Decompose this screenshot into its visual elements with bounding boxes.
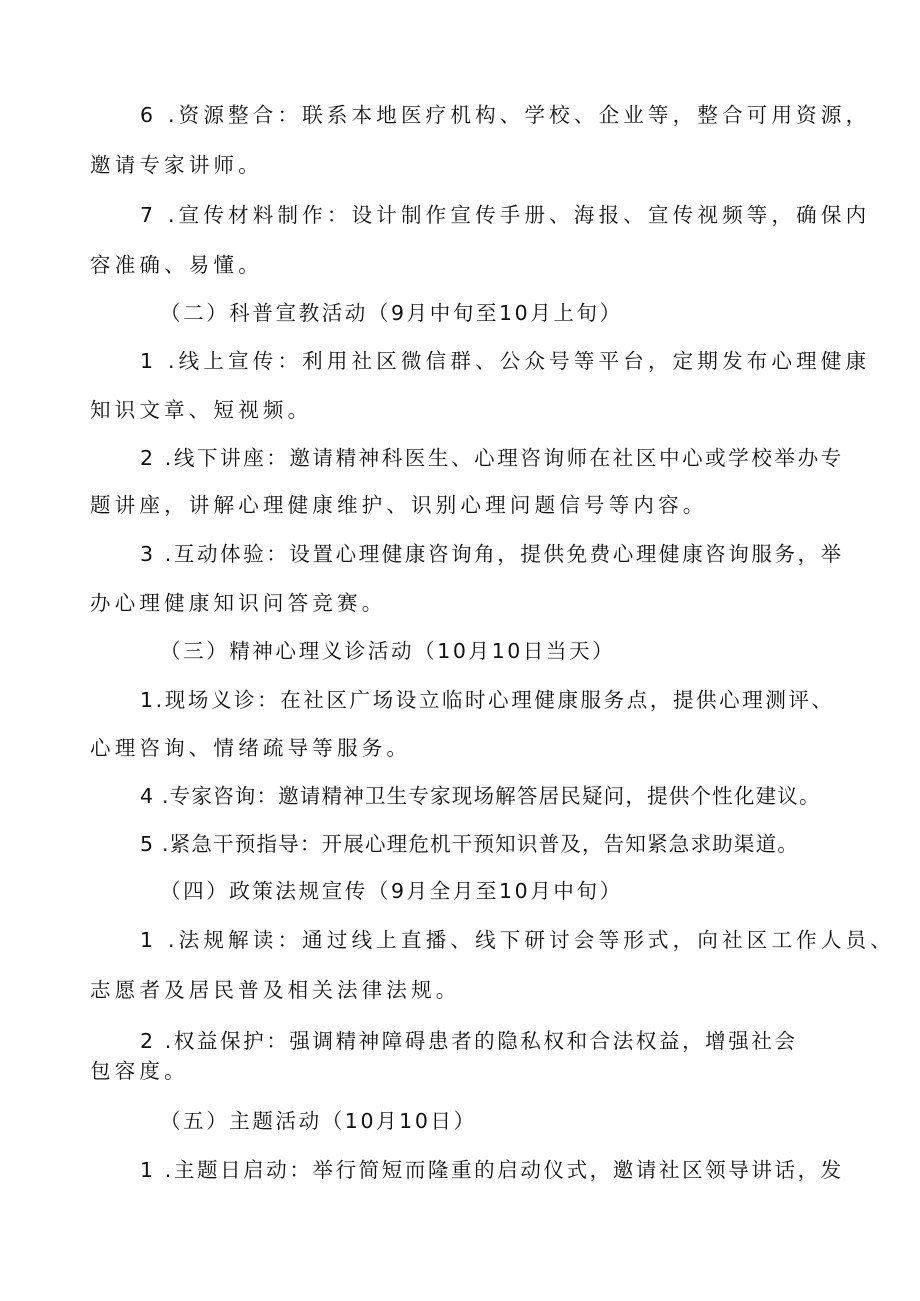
paragraph-line: 2 .权益保护：强调精神障碍患者的隐私权和合法权益，增强社会 xyxy=(140,1029,798,1053)
section-heading: （三）精神心理义诊活动（10月10日当天） xyxy=(160,639,616,663)
paragraph-line: 5 .紧急干预指导：开展心理危机干预知识普及，告知紧急求助渠道。 xyxy=(140,832,799,856)
paragraph-line: 邀请专家讲师。 xyxy=(90,153,263,177)
paragraph-line: 知识文章、短视频。 xyxy=(90,398,313,422)
section-heading: （四）政策法规宣传（9月全月至10月中旬） xyxy=(160,879,623,903)
paragraph-line: 3 .互动体验：设置心理健康咨询角，提供免费心理健康咨询服务，举 xyxy=(140,542,844,566)
paragraph-line: 7 .宣传材料制作：设计制作宣传手册、海报、宣传视频等，确保内 xyxy=(140,203,871,227)
paragraph-line: 包容度。 xyxy=(90,1059,189,1083)
paragraph-line: 1 .法规解读：通过线上直播、线下研讨会等形式，向社区工作人员、 xyxy=(140,928,895,952)
paragraph-line: 4 .专家咨询：邀请精神卫生专家现场解答居民疑问，提供个性化建议。 xyxy=(140,784,821,808)
paragraph-line: 6 .资源整合：联系本地医疗机构、学校、企业等，整合可用资源， xyxy=(140,103,871,127)
section-heading: （五）主题活动（10月10日） xyxy=(160,1109,477,1133)
paragraph-line: 2 .线下讲座：邀请精神科医生、心理咨询师在社区中心或学校举办专 xyxy=(140,446,844,470)
paragraph-line: 题讲座，讲解心理健康维护、识别心理问题信号等内容。 xyxy=(90,493,708,517)
paragraph-line: 1.现场义诊：在社区广场设立临时心理健康服务点，提供心理测评、 xyxy=(140,688,835,712)
section-heading: （二）科普宣教活动（9月中旬至10月上旬） xyxy=(160,301,623,325)
paragraph-line: 1 .主题日启动：举行简短而隆重的启动仪式，邀请社区领导讲话，发 xyxy=(140,1158,844,1182)
paragraph-line: 志愿者及居民普及相关法律法规。 xyxy=(90,978,461,1002)
paragraph-line: 1 .线上宣传：利用社区微信群、公众号等平台，定期发布心理健康 xyxy=(140,349,871,373)
paragraph-line: 心理咨询、情绪疏导等服务。 xyxy=(90,736,412,760)
paragraph-line: 容准确、易懂。 xyxy=(90,253,263,277)
paragraph-line: 办心理健康知识问答竞赛。 xyxy=(90,591,387,615)
